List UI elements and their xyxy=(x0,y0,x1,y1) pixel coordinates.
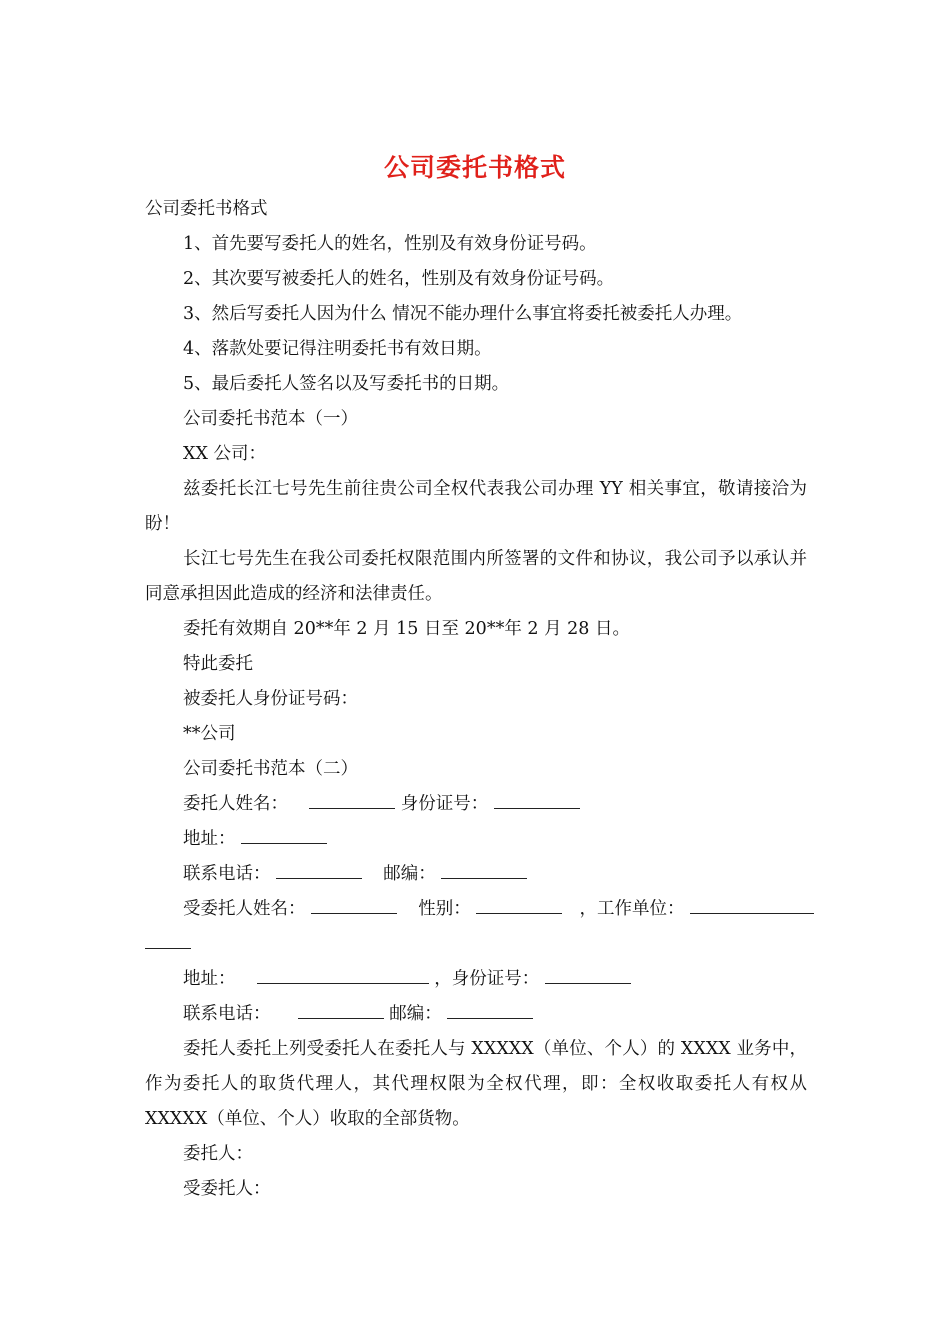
form-row-agent-continued xyxy=(145,927,807,962)
form-row-principal xyxy=(145,787,807,822)
blank-line xyxy=(441,860,527,879)
list-item: 4、落款处要记得注明委托书有效日期。 xyxy=(183,339,492,359)
section-heading-format: 公司委托书格式 xyxy=(145,199,268,219)
document-body xyxy=(145,192,807,1207)
company-signature: **公司 xyxy=(183,724,236,744)
signature-principal: 委托人： xyxy=(183,1144,253,1164)
closing-phrase: 特此委托 xyxy=(183,654,253,674)
list-item: 3、然后写委托人因为什么 情况不能办理什么事宜将委托被委托人办理。 xyxy=(183,304,743,324)
field-label: ，工作单位： xyxy=(579,899,685,919)
field-label: ，身份证号： xyxy=(434,969,540,989)
field-label: 联系电话： xyxy=(183,1004,271,1024)
field-label: 受委托人姓名： xyxy=(183,899,306,919)
field-label: 联系电话： xyxy=(183,864,271,884)
blank-line xyxy=(257,965,429,984)
signature-agent: 受委托人： xyxy=(183,1179,271,1199)
blank-line xyxy=(476,895,562,914)
paragraph: 兹委托长江七号先生前往贵公司全权代表我公司办理 YY 相关事宜，敬请接洽为盼！ xyxy=(145,479,807,534)
list-item: 1、首先要写委托人的姓名，性别及有效身份证号码。 xyxy=(183,234,597,254)
form-row-agent-address xyxy=(145,962,807,997)
field-label: 地址： xyxy=(183,829,236,849)
blank-line xyxy=(241,825,327,844)
blank-line xyxy=(311,895,397,914)
blank-line xyxy=(447,1000,533,1019)
paragraph: 委托人委托上列受委托人在委托人与 XXXXX（单位、个人）的 XXXX 业务中，作为委托人的取货代理人，其代理权限为全权代理，即：全权收取委托人有权从 XXXXX（单位、个人）收取的全部货物。 xyxy=(145,1039,807,1129)
validity-period: 委托有效期自 20**年 2 月 15 日至 20**年 2 月 28 日。 xyxy=(183,619,630,639)
blank-line xyxy=(690,895,814,914)
form-row-agent xyxy=(145,892,807,927)
form-row-agent-contact xyxy=(145,997,807,1032)
blank-line xyxy=(494,790,580,809)
field-label: 身份证号： xyxy=(400,794,489,814)
form-row-contact xyxy=(145,857,807,892)
field-label: 邮编： xyxy=(389,1004,442,1024)
id-number-label: 被委托人身份证号码： xyxy=(183,689,358,709)
section-heading-sample-2: 公司委托书范本（二） xyxy=(183,759,358,779)
form-row-address xyxy=(145,822,807,857)
paragraph: 长江七号先生在我公司委托权限范围内所签署的文件和协议，我公司予以承认并同意承担因此造成的经济和法律责任。 xyxy=(145,549,807,604)
list-item: 5、最后委托人签名以及写委托书的日期。 xyxy=(183,374,510,394)
section-heading-sample-1: 公司委托书范本（一） xyxy=(183,409,358,429)
blank-line xyxy=(145,930,191,949)
blank-line xyxy=(309,790,395,809)
field-label: 邮编： xyxy=(383,864,436,884)
blank-line xyxy=(276,860,362,879)
blank-line xyxy=(298,1000,384,1019)
field-label: 委托人姓名： xyxy=(183,794,288,814)
field-label: 性别： xyxy=(418,899,471,919)
document-title: 公司委托书格式 xyxy=(383,153,566,182)
field-label: 地址： xyxy=(183,969,236,989)
list-item: 2、其次要写被委托人的姓名，性别及有效身份证号码。 xyxy=(183,269,615,289)
blank-line xyxy=(545,965,631,984)
addressee: XX 公司： xyxy=(183,444,266,464)
